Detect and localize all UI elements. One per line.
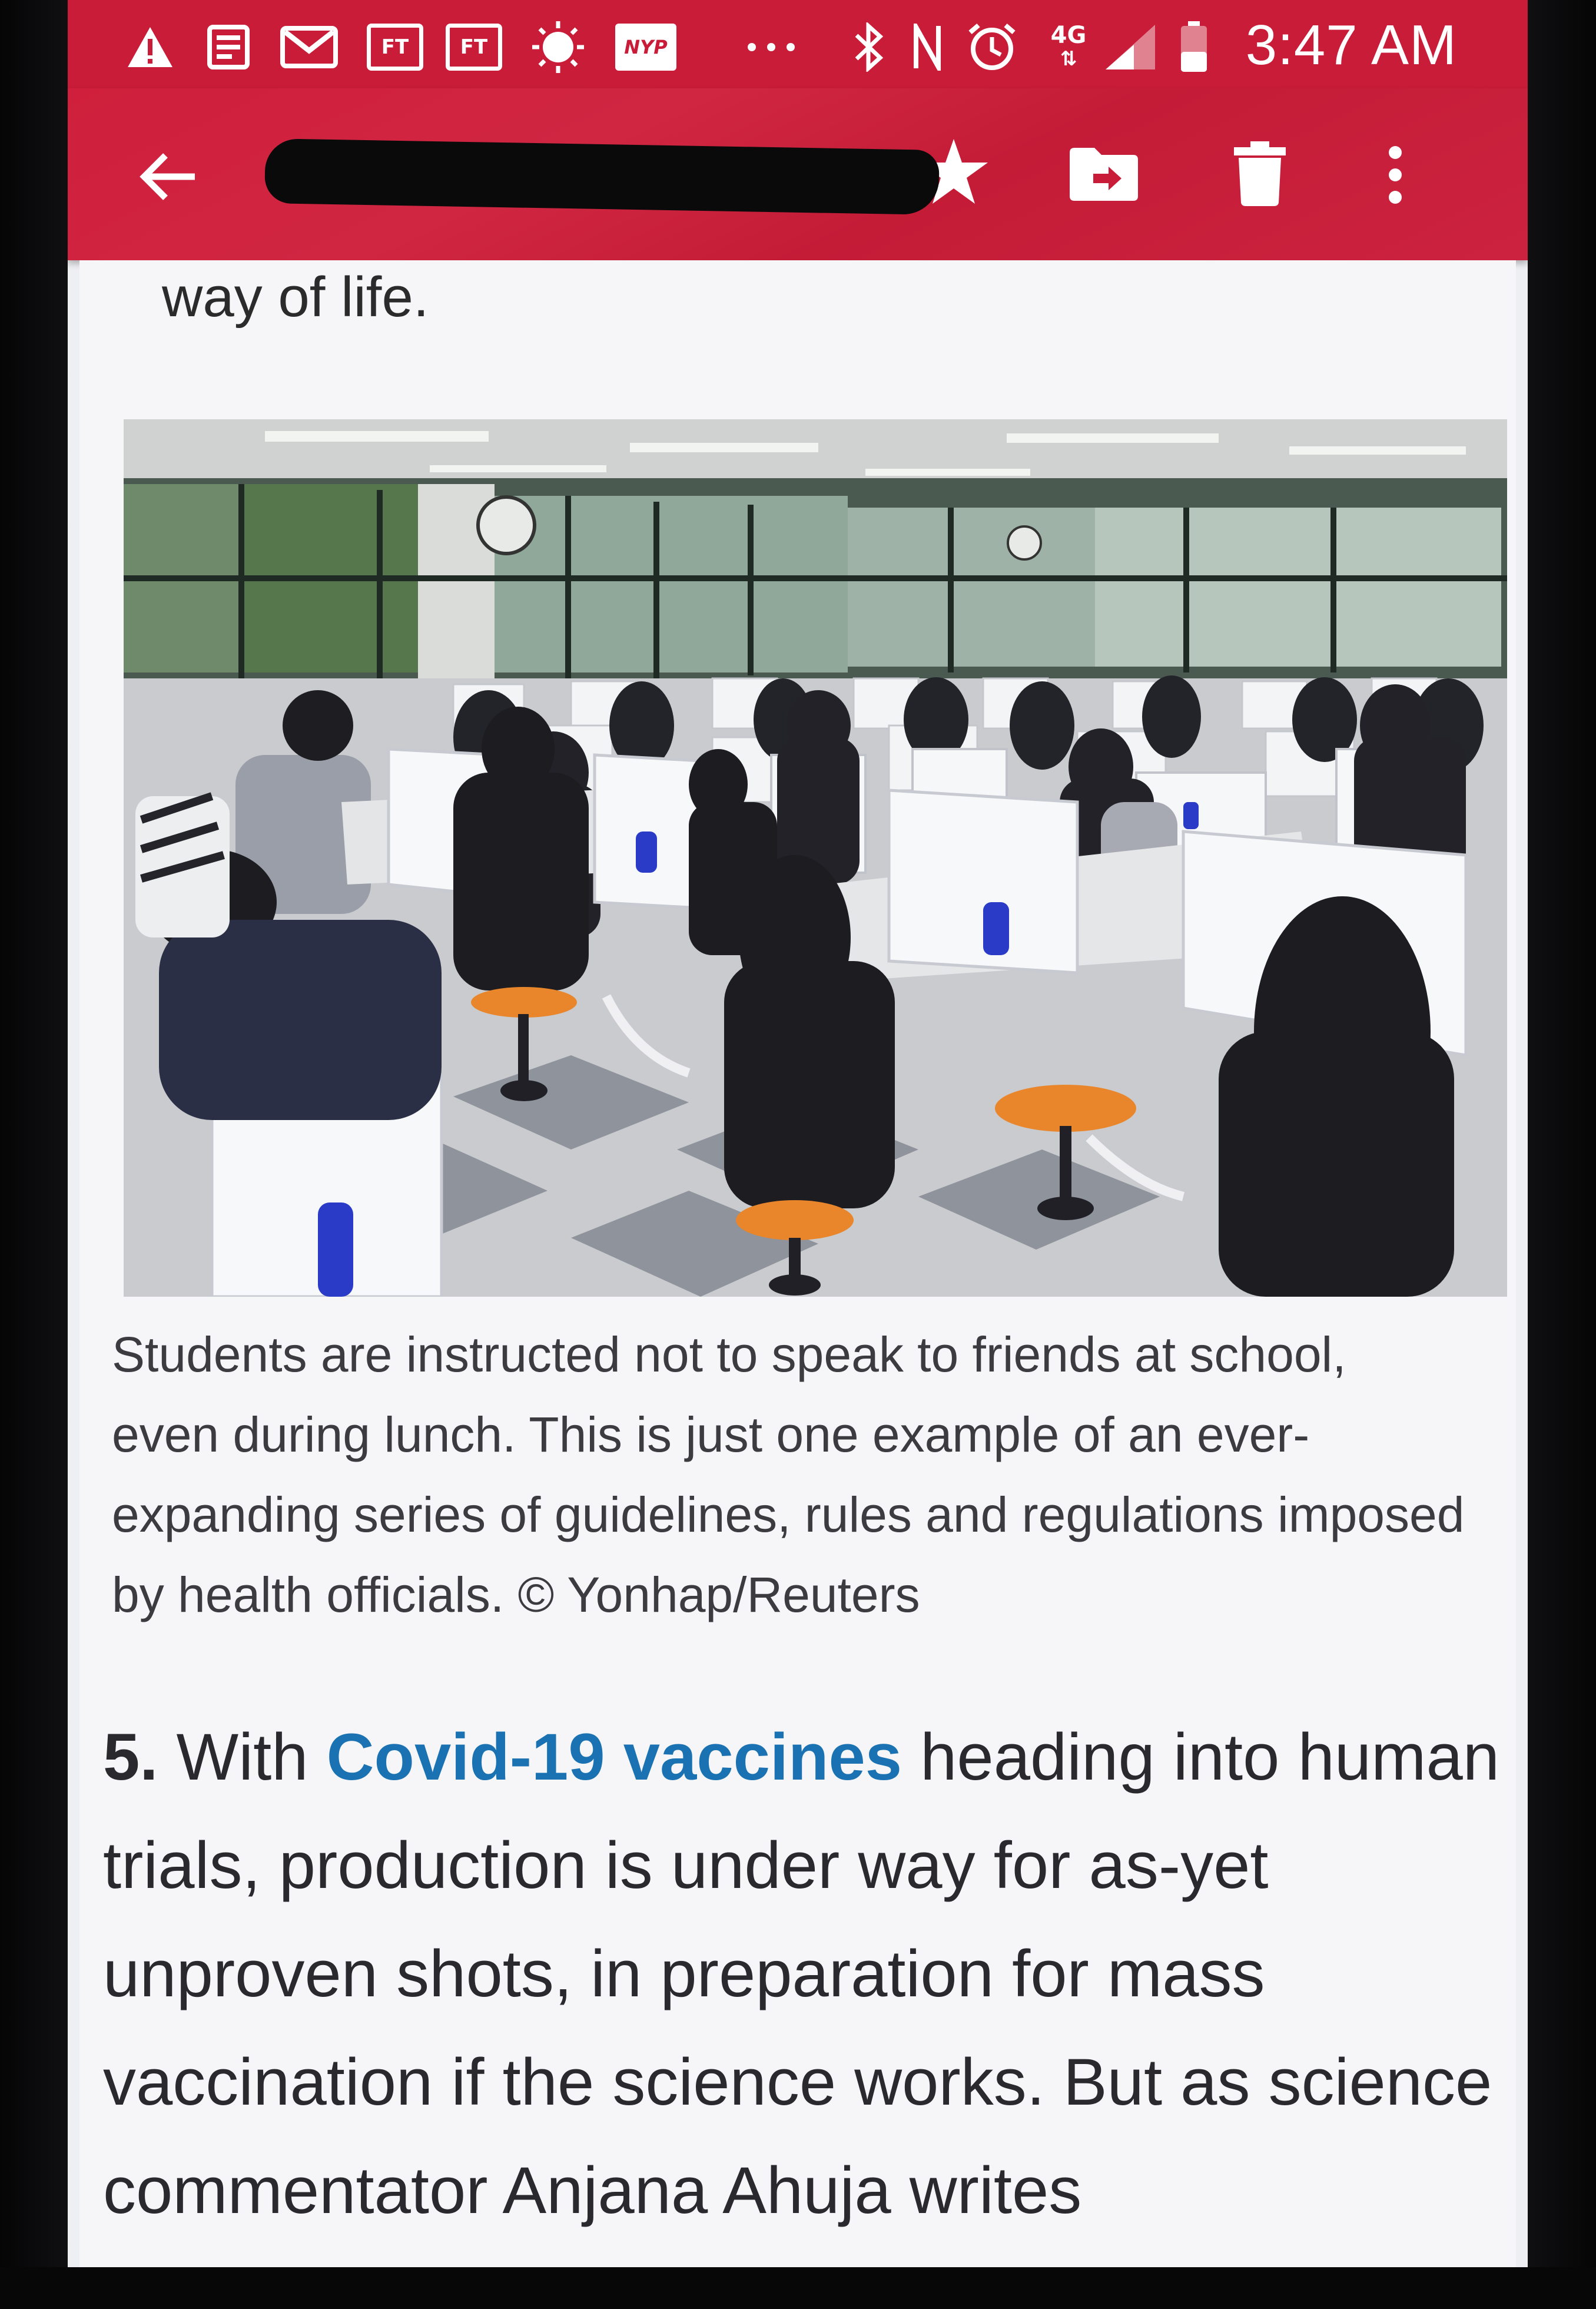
phone-screen bbox=[68, 0, 1528, 2267]
paragraph-number: 5. bbox=[103, 1720, 158, 1794]
more-notifications-icon bbox=[745, 24, 798, 71]
network-4g-icon bbox=[1045, 24, 1092, 71]
weather-icon bbox=[530, 24, 586, 71]
article-photo bbox=[124, 419, 1507, 1297]
move-to-button[interactable] bbox=[1063, 132, 1145, 215]
network-4g-label: 4G bbox=[1050, 22, 1087, 49]
data-arrows-icon: ⇅ bbox=[1060, 47, 1077, 71]
email-body bbox=[79, 260, 1516, 2267]
nyp-icon: NYP bbox=[615, 24, 676, 71]
delete-icon bbox=[1233, 141, 1287, 206]
photo-caption: Students are instructed not to speak to friends at school, even during lunch. This is just one example of an ever-expanding series of guidelines, rules and regulations imposed by health officials. © Yonhap/Reuters bbox=[112, 1327, 1465, 1622]
cafeteria-photo bbox=[124, 419, 1507, 1297]
ft-icon: FT bbox=[367, 24, 423, 71]
gmail-icon bbox=[280, 24, 339, 71]
status-time: 3:47 AM bbox=[1245, 14, 1457, 77]
back-button[interactable] bbox=[127, 135, 209, 218]
redacted-sender bbox=[264, 138, 940, 215]
news-icon bbox=[206, 24, 251, 71]
article-paragraph bbox=[103, 1703, 1522, 2245]
alert-icon bbox=[127, 24, 174, 71]
move-to-icon bbox=[1067, 145, 1140, 202]
lead-text: way of life. bbox=[162, 266, 429, 329]
battery-icon bbox=[1177, 24, 1210, 71]
bluetooth-icon bbox=[851, 24, 886, 71]
delete-button[interactable] bbox=[1219, 130, 1301, 218]
back-arrow-icon bbox=[138, 153, 197, 200]
covid-vaccines-link[interactable]: Covid-19 vaccines bbox=[326, 1720, 902, 1794]
bottom-bezel bbox=[0, 2267, 1596, 2309]
nfc-icon bbox=[910, 24, 945, 71]
paragraph-text-before-link: With bbox=[158, 1720, 327, 1794]
ft-icon: FT bbox=[446, 24, 502, 71]
alarm-icon bbox=[965, 24, 1018, 71]
more-options-button[interactable] bbox=[1366, 131, 1425, 219]
signal-icon bbox=[1104, 24, 1157, 71]
more-options-icon bbox=[1386, 145, 1404, 204]
status-bar bbox=[68, 0, 1528, 88]
paragraph-text-after-link: heading into human trials, production is under way for as-yet unproven shots, in preparation for mass vaccination if the science works. But as science commentator Anjana Ahuja writes bbox=[103, 1720, 1500, 2227]
